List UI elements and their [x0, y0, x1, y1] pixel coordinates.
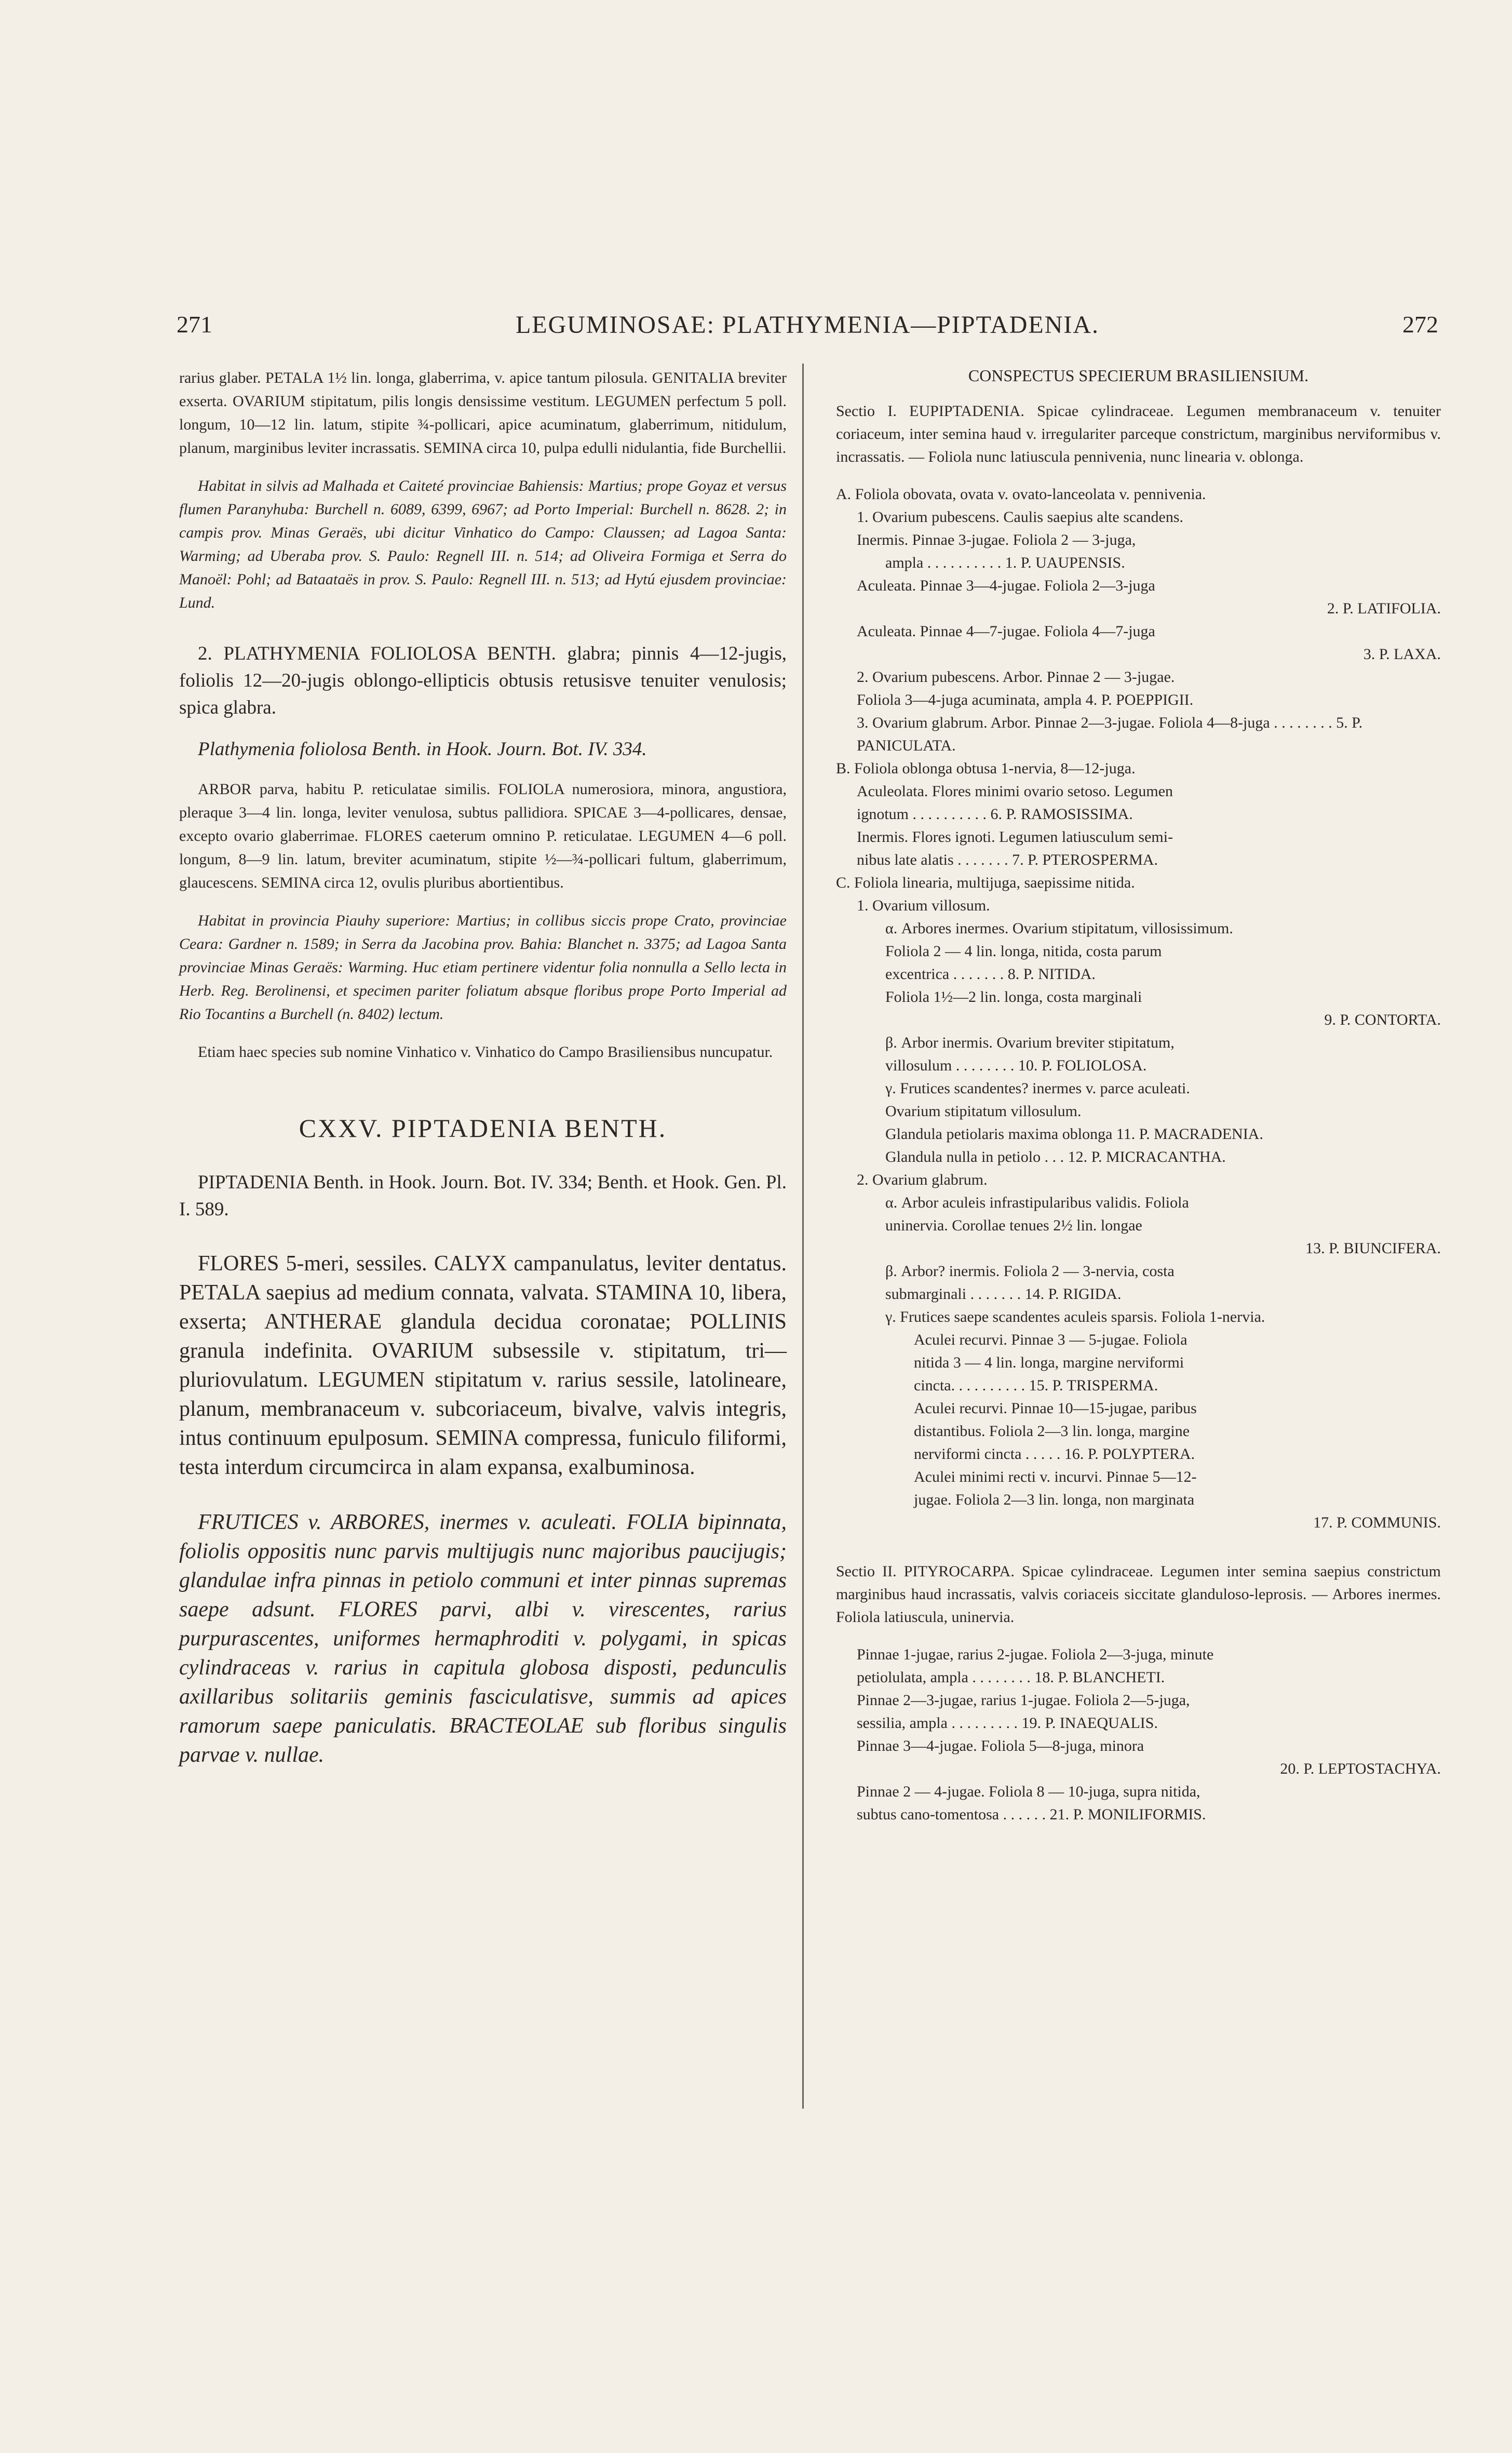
paragraph-vernacular: Etiam haec species sub nomine Vinhatico v. Vinhatico do Campo Brasiliensibus nuncupatur. — [198, 1043, 773, 1061]
left-column — [179, 366, 787, 1770]
key-line: uninervia. Corollae tenues 2½ lin. longae — [885, 1217, 1142, 1234]
sectio-1-description: Sectio I. EUPIPTADENIA. Spicae cylindraceae. Legumen membranaceum v. tenuiter coriaceum, inter semina haud v. irregulariter parceque constrictum, marginibus nerviformibus v. incrassatis. — Foliola nunc latiuscula pennivenia, nunc linearia v. oblonga. — [836, 403, 1441, 465]
key-line: ignotum . . . . . . . . . . 6. P. RAMOSISSIMA. — [857, 806, 1133, 823]
key-line: Aculei recurvi. Pinnae 3 — 5-jugae. Foliola — [914, 1331, 1187, 1348]
key-line: nitida 3 — 4 lin. longa, margine nerviformi — [914, 1354, 1184, 1371]
key-line: 2. Ovarium pubescens. Arbor. Pinnae 2 — 3-jugae. — [857, 668, 1175, 686]
key-line: subtus cano-tomentosa . . . . . . 21. P. MONILIFORMIS. — [857, 1806, 1206, 1823]
key-line: β. Arbor inermis. Ovarium breviter stipitatum, — [885, 1034, 1174, 1051]
key-line: nibus late alatis . . . . . . . 7. P. PTEROSPERMA. — [857, 851, 1158, 868]
key-line: 2. Ovarium glabrum. — [857, 1171, 988, 1188]
key-line: Pinnae 2 — 4-jugae. Foliola 8 — 10-juga, supra nitida, — [857, 1783, 1200, 1800]
running-title: LEGUMINOSAE: PLATHYMENIA—PIPTADENIA. — [515, 311, 1100, 339]
conspectus-heading: CONSPECTUS SPECIERUM BRASILIENSIUM. — [968, 366, 1309, 385]
key-line: 3. Ovarium glabrum. Arbor. Pinnae 2—3-jugae. Foliola 4—8-juga . . . . . . . . 5. P. PANICULATA. — [857, 714, 1363, 754]
key-line: γ. Frutices saepe scandentes aculeis sparsis. Foliola 1-nervia. — [885, 1308, 1265, 1325]
key-line: Pinnae 2—3-jugae, rarius 1-jugae. Foliola 2—5-juga, — [857, 1692, 1190, 1709]
key-line: submarginali . . . . . . . 14. P. RIGIDA. — [885, 1285, 1122, 1303]
key-line: α. Arbores inermes. Ovarium stipitatum, villosissimum. — [885, 920, 1233, 937]
key-line: 1. Ovarium villosum. — [857, 897, 990, 914]
key-line: excentrica . . . . . . . 8. P. NITIDA. — [885, 966, 1096, 983]
species-key-2 — [836, 1643, 1441, 1826]
key-line: Aculei recurvi. Pinnae 10—15-jugae, paribus — [914, 1400, 1197, 1417]
key-line: cincta. . . . . . . . . . 15. P. TRISPERMA. — [914, 1377, 1158, 1394]
key-line: α. Arbor aculeis infrastipularibus validis. Foliola — [885, 1194, 1189, 1211]
key-line: ampla . . . . . . . . . . 1. P. UAUPENSIS. — [885, 554, 1125, 571]
key-line: 3. P. LAXA. — [1363, 646, 1441, 663]
paragraph-species-2: 2. PLATHYMENIA FOLIOLOSA BENTH. glabra; pinnis 4—12-jugis, foliolis 12—20-jugis oblongo-ellipticis obtusis retusisve tenuiter venulosis; spica glabra. — [179, 643, 787, 718]
key-line: sessilia, ampla . . . . . . . . . 19. P. INAEQUALIS. — [857, 1714, 1158, 1732]
sectio-2-description: Sectio II. PITYROCARPA. Spicae cylindraceae. Legumen inter semina saepius constrictum marginibus haud incrassatis, valvis coriaceis siccitate glanduloso-leprosis. — Arbores inermes. Foliola latiuscula, uninervia. — [836, 1563, 1441, 1626]
key-line: jugae. Foliola 2—3 lin. longa, non marginata — [914, 1491, 1195, 1508]
key-line: Aculeolata. Flores minimi ovario setoso. Legumen — [857, 783, 1173, 800]
key-line: Foliola 3—4-juga acuminata, ampla 4. P. POEPPIGII. — [857, 691, 1194, 708]
paragraph-description-end: rarius glaber. PETALA 1½ lin. longa, glaberrima, v. apice tantum pilosula. GENITALIA breviter exserta. OVARIUM stipitatum, pilis longis densissime vestitum. LEGUMEN perfectum 5 poll. longum, 10—12 lin. latum, stipite ¾-pollicari, apice acuminatum, glaberrimum, nitidulum, planum, marginibus leviter incrassatis. SEMINA circa 10, pulpa edulli nidulantia, fide Burchellii. — [179, 369, 787, 457]
key-line: β. Arbor? inermis. Foliola 2 — 3-nervia, costa — [885, 1263, 1174, 1280]
page-number-left: 271 — [177, 311, 212, 338]
key-line: Glandula petiolaris maxima oblonga 11. P. MACRADENIA. — [885, 1125, 1263, 1143]
key-line: Ovarium stipitatum villosulum. — [885, 1103, 1082, 1120]
key-line: 2. P. LATIFOLIA. — [1327, 600, 1441, 617]
paragraph-habitat-1: Habitat in silvis ad Malhada et Caiteté provinciae Bahiensis: Martius; prope Goyaz et versus flumen Paranyhuba: Burchell n. 6089, 6399, 6967; ad Porto Imperial: Burchell n. 8628. 2; in campis prov. Minas Geraës, ubi dicitur Vinhatico do Campo: Claussen; ad Lagoa Santa: Warming; ad Uberaba prov. S. Paulo: Regnell III. n. 514; ad Oliveira Formiga et Serra do Manoël: Pohl; ad Bataataës in prov. S. Paulo: Regnell III. n. 513; ad Hytú ejusdem provinciae: Lund. — [179, 477, 787, 611]
key-line: B. Foliola oblonga obtusa 1-nervia, 8—12-juga. — [836, 760, 1136, 777]
paragraph-genus-habit: FRUTICES v. ARBORES, inermes v. aculeati. FOLIA bipinnata, foliolis oppositis nunc parvis multijugis nunc majoribus paucijugis; glandulae infra pinnas in petiolo communi et inter pinnas supremas saepe adsunt. FLORES parvi, albi v. virescentes, rarius purpurascentes, uniformes hermaphroditi v. polygami, in spicas cylindraceas v. rarius in capitula globosa disposti, pedunculis axillaribus solitariis geminis fasciculatisve, summis ad apices ramorum saepe paniculatis. BRACTEOLAE sub floribus singulis parvae v. nullae. — [179, 1510, 787, 1767]
key-line: Aculeata. Pinnae 4—7-jugae. Foliola 4—7-juga — [857, 623, 1155, 640]
key-line: A. Foliola obovata, ovata v. ovato-lanceolata v. pennivenia. — [836, 486, 1206, 503]
running-header — [177, 311, 1438, 347]
key-line: petiolulata, ampla . . . . . . . . 18. P. BLANCHETI. — [857, 1669, 1165, 1686]
key-line: 20. P. LEPTOSTACHYA. — [1280, 1760, 1441, 1777]
key-line: Pinnae 3—4-jugae. Foliola 5—8-juga, minora — [857, 1737, 1144, 1754]
key-line: 17. P. COMMUNIS. — [1313, 1514, 1441, 1531]
key-line: Aculei minimi recti v. incurvi. Pinnae 5—12- — [914, 1468, 1197, 1485]
paragraph-citation: Plathymenia foliolosa Benth. in Hook. Journ. Bot. IV. 334. — [198, 739, 647, 760]
key-line: γ. Frutices scandentes? inermes v. parce aculeati. — [885, 1080, 1190, 1097]
paragraph-habitat-2: Habitat in provincia Piauhy superiore: Martius; in collibus siccis prope Crato, provinciae Ceara: Gardner n. 1589; in Serra da Jacobina prov. Bahia: Blanchet n. 3375; ad Lagoa Santa provinciae Minas Geraës: Warming. Huc etiam pertinere videntur folia nonnulla a Sello lecta in Herb. Reg. Berolinensi, et specimen pariter foliatum absque floribus prope Porto Imperial ad Rio Tocantins a Burchell (n. 8402) lectum. — [179, 912, 787, 1023]
key-line: 9. P. CONTORTA. — [1324, 1011, 1441, 1028]
column-divider — [802, 364, 804, 2109]
key-line: Inermis. Pinnae 3-jugae. Foliola 2 — 3-juga, — [857, 531, 1136, 548]
key-line: C. Foliola linearia, multijuga, saepissime nitida. — [836, 874, 1135, 891]
key-line: Aculeata. Pinnae 3—4-jugae. Foliola 2—3-juga — [857, 577, 1155, 594]
key-line: Pinnae 1-jugae, rarius 2-jugae. Foliola 2—3-juga, minute — [857, 1646, 1214, 1663]
species-key-1 — [836, 483, 1441, 1534]
key-line: villosulum . . . . . . . . 10. P. FOLIOLOSA. — [885, 1057, 1147, 1074]
paragraph-genus-description: FLORES 5-meri, sessiles. CALYX campanulatus, leviter dentatus. PETALA saepius ad medium connata, valvata. STAMINA 10, libera, exserta; ANTHERAE glandula decidua coronatae; POLLINIS granula indefinita. OVARIUM subsessile v. stipitatum, tri—pluriovulatum. LEGUMEN stipitatum v. rarius sessile, latolineare, planum, membranaceum v. subcoriaceum, bivalve, valvis integris, intus continuum epulposum. SEMINA compressa, funiculo filiformi, testa interdum circumcirca in alam expansa, exalbuminosa. — [179, 1252, 787, 1479]
page-number-right: 272 — [1402, 311, 1438, 338]
right-column — [836, 366, 1441, 1826]
paragraph-description-2: ARBOR parva, habitu P. reticulatae similis. FOLIOLA numerosiora, minora, angustiora, pleraque 3—4 lin. longa, leviter venulosa, subtus pallidiora. SPICAE 3—4-pollicares, densae, excepto ovario glaberrimae. FLORES caeterum omnino P. reticulatae. LEGUMEN 4—6 poll. longum, 8—9 lin. latum, breviter acuminatum, stipite ½—¾-pollicari fultum, glaberrimum, glaucescens. SEMINA circa 12, ovulis pluribus abortientibus. — [179, 781, 787, 891]
key-line: Foliola 1½—2 lin. longa, costa marginali — [885, 988, 1142, 1006]
key-line: distantibus. Foliola 2—3 lin. longa, margine — [914, 1423, 1190, 1440]
key-line: 13. P. BIUNCIFERA. — [1305, 1240, 1441, 1257]
section-title: CXXV. PIPTADENIA BENTH. — [299, 1114, 667, 1143]
key-line: nerviformi cincta . . . . . 16. P. POLYPTERA. — [914, 1445, 1195, 1463]
paragraph-genus-citation: PIPTADENIA Benth. in Hook. Journ. Bot. IV. 334; Benth. et Hook. Gen. Pl. I. 589. — [179, 1172, 787, 1220]
key-line: 1. Ovarium pubescens. Caulis saepius alte scandens. — [857, 508, 1184, 526]
key-line: Inermis. Flores ignoti. Legumen latiusculum semi- — [857, 828, 1173, 846]
key-line: Foliola 2 — 4 lin. longa, nitida, costa parum — [885, 943, 1162, 960]
key-line: Glandula nulla in petiolo . . . 12. P. MICRACANTHA. — [885, 1148, 1226, 1165]
